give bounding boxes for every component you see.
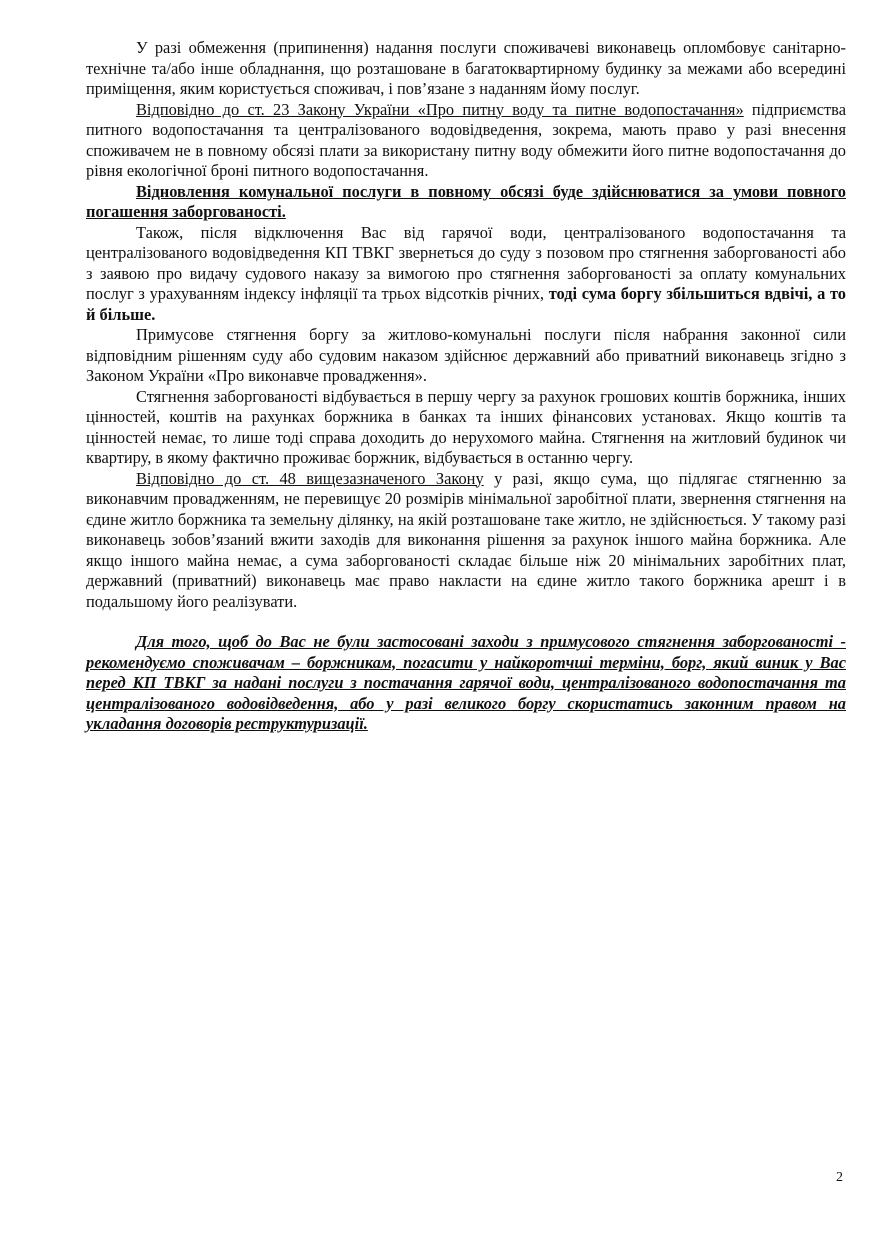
paragraph-enforcement: Примусове стягнення боргу за житлово-комунальні послуги після набрання законної сили відповідним рішенням суду або судовим наказом здійснює державний або приватний виконавець згідно з Законом України «Про виконавче провадження». (86, 325, 846, 385)
law-reference-art48: Відповідно до ст. 48 вищезазначеного Закону (136, 468, 484, 488)
paragraph-restoration-condition: Відновлення комунальної послуги в повному обсязі буде здійснюватися за умови повного погашення заборгованості. (86, 181, 846, 221)
paragraph-collection-order: Стягнення заборгованості відбувається в першу чергу за рахунок грошових коштів боржника, інших цінностей, коштів на рахунках боржника в банках та інших фінансових установах. Якщо коштів та цінностей немає, то лише тоді справа доходить до нерухомого майна. Стягнення на житловий будинок чи квартиру, в якому фактично проживає боржник, відбувається в останню чергу. (86, 386, 846, 467)
paragraph-water-law-text: підприємства питного водопостачання та централізованого водовідведення, зокрема, мають право у разі внесення споживачем не в повному обсязі плати за використану питну воду обмежити його питне водопостачання до рівня екологічної броні питного водопостачання. (86, 99, 846, 180)
paragraph-single-housing (86, 469, 846, 613)
law-reference-art23: Відповідно до ст. 23 Закону України «Про питну воду та питне водопостачання» (136, 99, 744, 119)
paragraph-court-claim (86, 223, 846, 326)
paragraph-service-restriction: У разі обмеження (припинення) надання послуги споживачеві виконавець опломбовує санітарно-технічне та/або інше обладнання, що розташоване в багатоквартирному будинку за межами або всередині приміщення, яким користується споживач, і пов’язане з наданням йому послуг. (86, 38, 846, 98)
paragraph-court-claim-text: Також, після відключення Вас від гарячої води, централізованого водопостачання та централізованого водовідведення КП ТВКГ звернеться до суду з позовом про стягнення заборгованості або з заявою про видачу судового наказу за вимогою про стягнення заборгованості за оплату комунальних послуг з урахуванням індексу інфляції та трьох відсотків річних, (86, 222, 846, 303)
paragraph-court-claim-emphasis: тоді сума боргу збільшиться вдвічі, а то й більше. (86, 284, 846, 324)
page-number: 2 (836, 1170, 843, 1185)
paragraph-single-housing-text: у разі, якщо сума, що підлягає стягненню за виконавчим провадженням, не перевищує 20 розмірів мінімальної заробітної плати, звернення стягнення на єдине житло боржника та земельну ділянку, на якій розташоване таке житло, не здійснюється. У такому разі виконавець зобов’язаний вжити заходів для виконання рішення за рахунок іншого майна боржника. Але якщо іншого майна немає, а сума заборгованості складає більше ніж 20 мінімальних заробітних плат, державний (приватний) виконавець має право накласти на єдине житло такого боржника арешт і в подальшому його реалізувати. (86, 468, 846, 611)
paragraph-recommendation: Для того, щоб до Вас не були застосовані заходи з примусового стягнення заборгованості - рекомендуємо споживачам – боржникам, погасити у найкоротчші терміни, борг, який виник у Вас перед КП ТВКГ за надані послуги з постачання гарячої води, централізованого водопостачання та централізованого водовідведення, або у разі великого боргу скористатись законним правом на укладання договорів реструктуризації. (86, 632, 846, 733)
document-page (86, 38, 846, 735)
paragraph-water-law (86, 100, 846, 182)
